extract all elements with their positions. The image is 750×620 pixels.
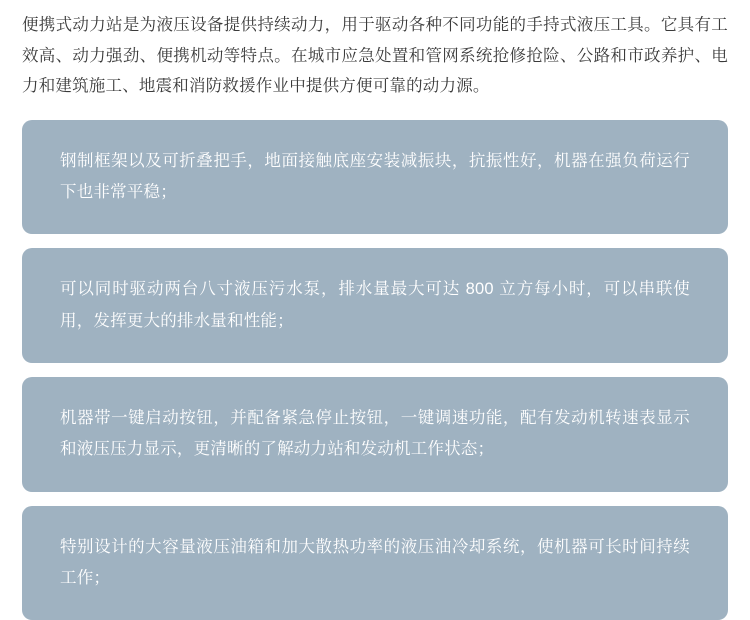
intro-section — [0, 0, 750, 102]
feature-card-1 — [22, 120, 728, 235]
intro-paragraph: 便携式动力站是为液压设备提供持续动力，用于驱动各种不同功能的手持式液压工具。它具有工效高、动力强劲、便携机动等特点。在城市应急处置和管网系统抢修抢险、公路和市政养护、电力和建筑施工、地震和消防救援作业中提供方便可靠的动力源。 — [22, 16, 728, 96]
feature-text-4: 特别设计的大容量液压油箱和加大散热功率的液压油冷却系统，使机器可长时间持续工作； — [60, 537, 690, 587]
feature-text-1: 钢制框架以及可折叠把手，地面接触底座安装减振块，抗振性好，机器在强负荷运行下也非常平稳； — [60, 151, 690, 201]
feature-list — [0, 120, 750, 620]
feature-card-3 — [22, 377, 728, 492]
feature-card-4 — [22, 506, 728, 620]
feature-text-2: 可以同时驱动两台八寸液压污水泵，排水量最大可达 800 立方每小时，可以串联使用，发挥更大的排水量和性能； — [60, 280, 690, 330]
feature-text-3: 机器带一键启动按钮，并配备紧急停止按钮，一键调速功能，配有发动机转速表显示和液压压力显示，更清晰的了解动力站和发动机工作状态； — [60, 408, 690, 459]
feature-card-2 — [22, 248, 728, 363]
